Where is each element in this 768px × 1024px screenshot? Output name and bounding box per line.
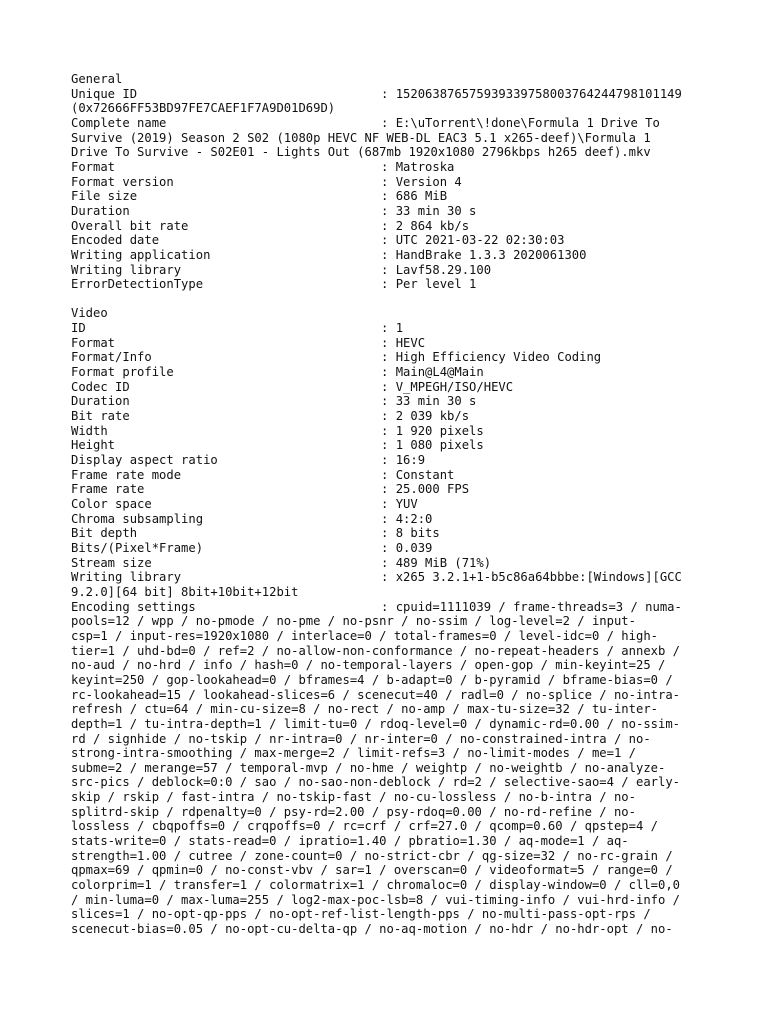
field-key: Format/Info xyxy=(71,350,152,365)
field-row xyxy=(71,160,711,175)
field-key: Unique ID xyxy=(71,86,138,101)
field-value: V_MPEGH/ISO/HEVC xyxy=(395,379,514,394)
field-separator: : xyxy=(381,262,396,277)
field-separator: : xyxy=(381,189,396,204)
field-key: Overall bit rate xyxy=(71,218,189,233)
field-value-continuation: csp=1 / input-res=1920x1080 / interlace=0 / total-frames=0 / level-idc=0 / high- xyxy=(71,628,658,643)
field-key: Stream size xyxy=(71,555,152,570)
field-value: Per level 1 xyxy=(395,277,477,292)
field-row xyxy=(71,263,711,278)
field-key: Bit depth xyxy=(71,526,138,541)
field-row xyxy=(71,380,711,395)
field-value: HEVC xyxy=(395,335,426,350)
field-key: Width xyxy=(71,423,108,438)
field-value-continuation: refresh / ctu=64 / min-cu-size=8 / no-rect / no-amp / max-tu-size=32 / tu-inter- xyxy=(71,702,658,717)
field-value: High Efficiency Video Coding xyxy=(395,350,602,365)
field-key: Writing application xyxy=(71,247,211,262)
field-value: 1 080 pixels xyxy=(395,438,484,453)
field-value-continuation: qpmax=69 / qpmin=0 / no-const-vbv / sar=1 / overscan=0 / videoformat=5 / range=0 / xyxy=(71,863,673,878)
field-separator: : xyxy=(381,511,396,526)
field-separator: : xyxy=(381,365,396,380)
field-row xyxy=(71,482,711,497)
field-separator: : xyxy=(381,599,396,614)
field-separator: : xyxy=(381,540,396,555)
field-value: 152063876575939339758003764244798101149 xyxy=(395,86,682,101)
field-row xyxy=(71,468,711,483)
field-value: 0.039 xyxy=(395,540,433,555)
field-value-continuation: stats-write=0 / stats-read=0 / ipratio=1.40 / pbratio=1.30 / aq-mode=1 / aq- xyxy=(71,834,629,849)
section-title: General xyxy=(71,72,123,86)
field-value-continuation: skip / rskip / fast-intra / no-tskip-fast / no-cu-lossless / no-b-intra / no- xyxy=(71,790,636,805)
field-value-continuation: src-pics / deblock=0:0 / sao / no-sao-non-deblock / rd=2 / selective-sao=4 / early- xyxy=(71,775,681,790)
field-row xyxy=(71,365,711,380)
field-separator: : xyxy=(381,555,396,570)
field-key: Duration xyxy=(71,203,130,218)
field-value: YUV xyxy=(395,497,418,512)
field-value-continuation: rc-lookahead=15 / lookahead-slices=6 / scenecut=40 / radl=0 / no-splice / no-intra- xyxy=(71,687,681,702)
field-separator: : xyxy=(381,203,396,218)
field-value: 33 min 30 s xyxy=(395,203,477,218)
field-value: Lavf58.29.100 xyxy=(395,262,492,277)
field-separator: : xyxy=(381,115,396,130)
field-key: Writing library xyxy=(71,262,182,277)
field-key: Complete name xyxy=(71,115,167,130)
field-value-continuation: Survive (2019) Season 2 S02 (1080p HEVC NF WEB-DL EAC3 5.1 x265-deef)\Formula 1 xyxy=(71,130,651,145)
field-key: Bits/(Pixel*Frame) xyxy=(71,540,204,555)
field-value-continuation: scenecut-bias=0.05 / no-opt-cu-delta-qp / no-aq-motion / no-hdr / no-hdr-opt / no- xyxy=(71,922,673,937)
field-value-continuation: slices=1 / no-opt-qp-pps / no-opt-ref-list-length-pps / no-multi-pass-opt-rps / xyxy=(71,907,651,922)
field-separator: : xyxy=(381,453,396,468)
field-value-continuation: Drive To Survive - S02E01 - Lights Out (687mb 1920x1080 2796kbps h265 deef).mkv xyxy=(71,145,651,160)
field-separator: : xyxy=(381,86,396,101)
field-key: Encoding settings xyxy=(71,599,196,614)
field-row xyxy=(71,116,711,131)
field-row xyxy=(71,336,711,351)
field-key: Chroma subsampling xyxy=(71,511,204,526)
field-separator: : xyxy=(381,218,396,233)
field-value: 686 MiB xyxy=(395,189,448,204)
field-value: Version 4 xyxy=(395,174,462,189)
field-value: Matroska xyxy=(395,159,455,174)
field-row xyxy=(71,204,711,219)
field-separator: : xyxy=(381,159,396,174)
field-value: 1 920 pixels xyxy=(395,423,484,438)
field-value: Main@L4@Main xyxy=(395,365,484,380)
field-value: Constant xyxy=(395,467,455,482)
field-separator: : xyxy=(381,467,396,482)
field-row xyxy=(71,233,711,248)
field-row xyxy=(71,219,711,234)
field-separator: : xyxy=(381,174,396,189)
field-value: HandBrake 1.3.3 2020061300 xyxy=(395,247,587,262)
field-row xyxy=(71,556,711,571)
field-value-continuation: (0x72666FF53BD97FE7CAEF1F7A9D01D69D) xyxy=(71,101,336,116)
field-separator: : xyxy=(381,321,396,336)
field-key: Encoded date xyxy=(71,233,160,248)
field-value-continuation: no-aud / no-hrd / info / hash=0 / no-temporal-layers / open-gop / min-keyint=25 / xyxy=(71,658,666,673)
field-value: 4:2:0 xyxy=(395,511,433,526)
field-row xyxy=(71,394,711,409)
field-value: 489 MiB (71%) xyxy=(395,555,492,570)
mediainfo-report xyxy=(71,72,711,937)
field-key: Format version xyxy=(71,174,174,189)
field-separator: : xyxy=(381,394,396,409)
field-key: Color space xyxy=(71,497,152,512)
field-value: 16:9 xyxy=(395,453,426,468)
field-value: cpuid=1111039 / frame-threads=3 / numa- xyxy=(395,599,682,614)
field-value-continuation: 9.2.0][64 bit] 8bit+10bit+12bit xyxy=(71,584,299,599)
field-key: ID xyxy=(71,321,86,336)
field-row xyxy=(71,424,711,439)
field-value-continuation: strong-intra-smoothing / max-merge=2 / limit-refs=3 / no-limit-modes / me=1 / xyxy=(71,746,636,761)
field-separator: : xyxy=(381,350,396,365)
field-row xyxy=(71,321,711,336)
field-key: Bit rate xyxy=(71,409,130,424)
field-row xyxy=(71,453,711,468)
field-separator: : xyxy=(381,233,396,248)
field-separator: : xyxy=(381,247,396,262)
field-value: 25.000 FPS xyxy=(395,482,470,497)
field-row xyxy=(71,409,711,424)
field-key: Display aspect ratio xyxy=(71,453,218,468)
field-row xyxy=(71,277,711,292)
field-value-continuation: / min-luma=0 / max-luma=255 / log2-max-poc-lsb=8 / vui-timing-info / vui-hrd-info / xyxy=(71,892,681,907)
field-row xyxy=(71,350,711,365)
field-key: Codec ID xyxy=(71,379,130,394)
field-key: Format profile xyxy=(71,365,174,380)
section-general xyxy=(71,72,711,292)
field-row xyxy=(71,175,711,190)
field-row xyxy=(71,526,711,541)
field-key: Height xyxy=(71,438,116,453)
field-value: E:\uTorrent\!done\Formula 1 Drive To xyxy=(395,115,660,130)
field-value: 8 bits xyxy=(395,526,440,541)
field-value-continuation: colorprim=1 / transfer=1 / colormatrix=1 / chromaloc=0 / display-window=0 / cll=0,0 xyxy=(71,878,681,893)
field-value: 2 864 kb/s xyxy=(395,218,470,233)
field-value-continuation: rd / signhide / no-tskip / nr-intra=0 / nr-inter=0 / no-constrained-intra / no- xyxy=(71,731,651,746)
field-value-continuation: subme=2 / merange=57 / temporal-mvp / no-hme / weightp / no-weightb / no-analyze- xyxy=(71,760,666,775)
field-value-continuation: splitrd-skip / rdpenalty=0 / psy-rd=2.00 / psy-rdoq=0.00 / no-rd-refine / no- xyxy=(71,804,636,819)
field-row xyxy=(71,497,711,512)
field-key: Frame rate xyxy=(71,482,145,497)
field-value: 33 min 30 s xyxy=(395,394,477,409)
field-row xyxy=(71,248,711,263)
field-separator: : xyxy=(381,438,396,453)
field-separator: : xyxy=(381,570,396,585)
field-row xyxy=(71,600,711,615)
field-separator: : xyxy=(381,335,396,350)
field-value-continuation: pools=12 / wpp / no-pmode / no-pme / no-psnr / no-ssim / log-level=2 / input- xyxy=(71,614,636,629)
section-video xyxy=(71,306,711,936)
field-key: Format xyxy=(71,159,116,174)
field-separator: : xyxy=(381,379,396,394)
field-row xyxy=(71,87,711,102)
field-separator: : xyxy=(381,277,396,292)
field-separator: : xyxy=(381,423,396,438)
field-key: Writing library xyxy=(71,570,182,585)
field-value: UTC 2021-03-22 02:30:03 xyxy=(395,233,565,248)
field-key: Duration xyxy=(71,394,130,409)
field-key: ErrorDetectionType xyxy=(71,277,204,292)
field-key: Frame rate mode xyxy=(71,467,182,482)
field-row xyxy=(71,541,711,556)
field-separator: : xyxy=(381,526,396,541)
field-separator: : xyxy=(381,482,396,497)
field-value: x265 3.2.1+1-b5c86a64bbbe:[Windows][GCC xyxy=(395,570,682,585)
field-value: 2 039 kb/s xyxy=(395,409,470,424)
field-value-continuation: strength=1.00 / cutree / zone-count=0 / no-strict-cbr / qg-size=32 / no-rc-grain / xyxy=(71,848,673,863)
field-value: 1 xyxy=(395,321,404,336)
field-separator: : xyxy=(381,497,396,512)
field-key: Format xyxy=(71,335,116,350)
field-value-continuation: lossless / cbqpoffs=0 / crqpoffs=0 / rc=crf / crf=27.0 / qcomp=0.60 / qpstep=4 / xyxy=(71,819,658,834)
field-key: File size xyxy=(71,189,138,204)
field-value-continuation: depth=1 / tu-intra-depth=1 / limit-tu=0 / rdoq-level=0 / dynamic-rd=0.00 / no-ssim- xyxy=(71,716,681,731)
field-row xyxy=(71,189,711,204)
field-row xyxy=(71,438,711,453)
field-value-continuation: tier=1 / uhd-bd=0 / ref=2 / no-allow-non-conformance / no-repeat-headers / annexb / xyxy=(71,643,681,658)
field-separator: : xyxy=(381,409,396,424)
field-row xyxy=(71,512,711,527)
field-row xyxy=(71,570,711,585)
field-value-continuation: keyint=250 / gop-lookahead=0 / bframes=4 / b-adapt=0 / b-pyramid / bframe-bias=0 / xyxy=(71,672,673,687)
section-title: Video xyxy=(71,306,108,321)
